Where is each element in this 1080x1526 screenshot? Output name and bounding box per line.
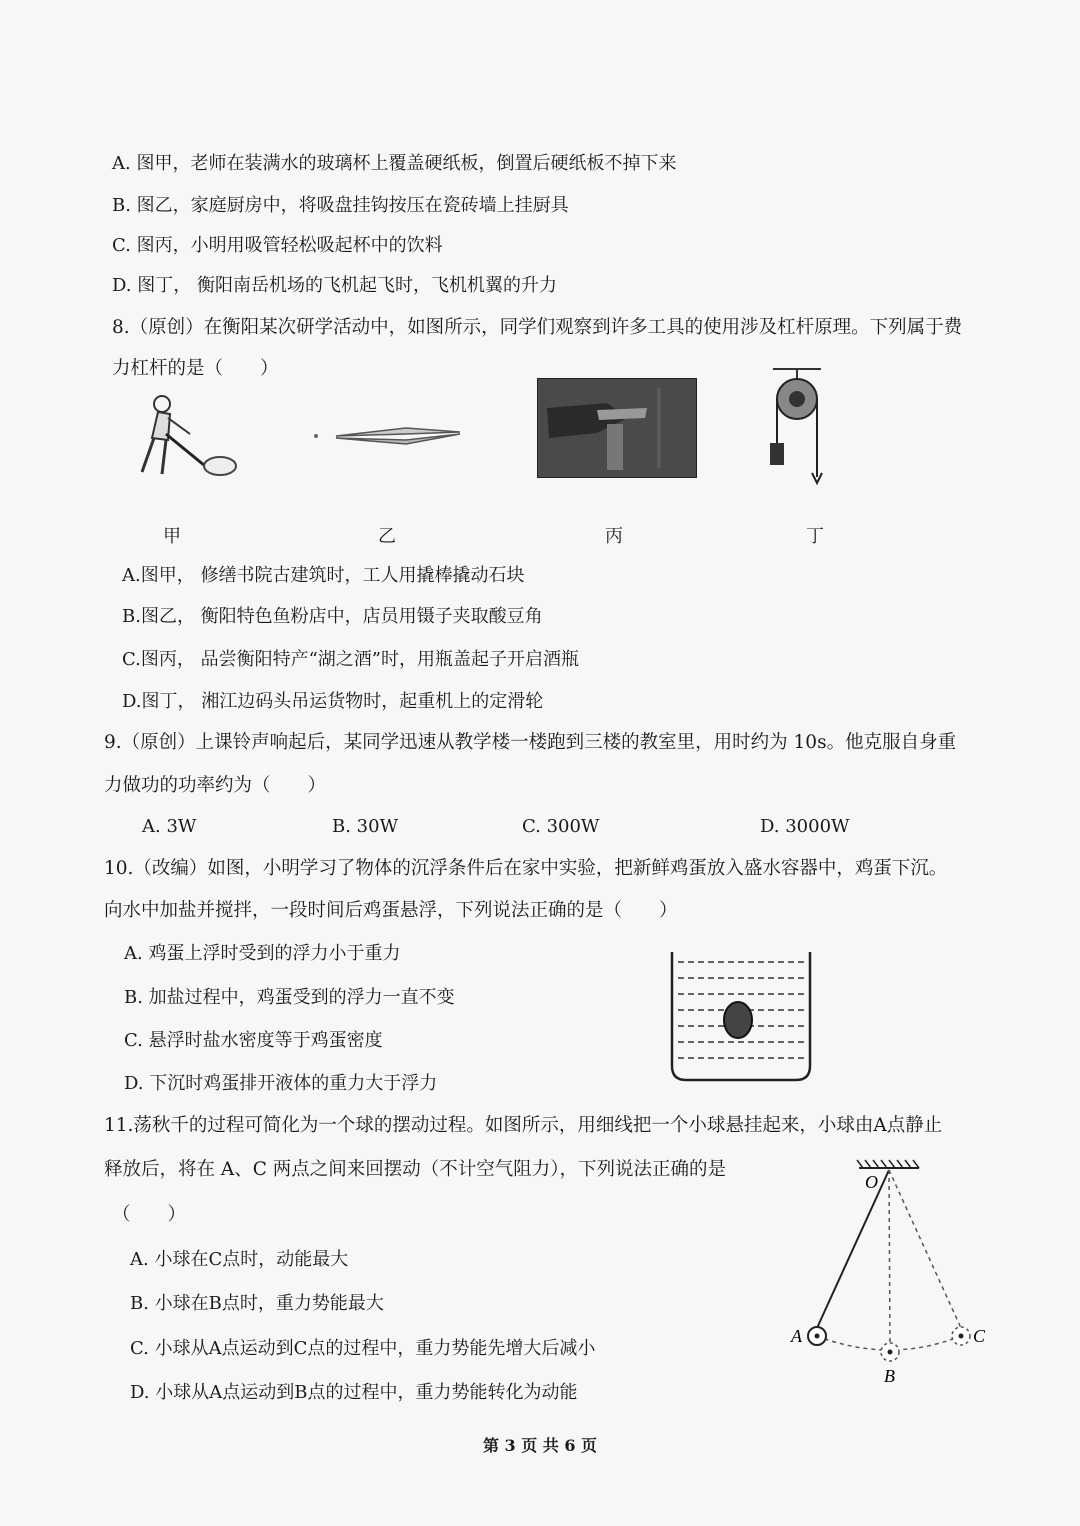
label-c: C xyxy=(973,1326,986,1346)
q7-option-a: A. 图甲，老师在装满水的玻璃杯上覆盖硬纸板，倒置后硬纸板不掉下来 xyxy=(112,153,677,174)
q10-option-b: B. 加盐过程中，鸡蛋受到的浮力一直不变 xyxy=(124,987,455,1008)
q11-option-a: A. 小球在C点时，动能最大 xyxy=(130,1249,349,1270)
q9-stem-line1: 9.（原创）上课铃声响起后，某同学迅速从教学楼一楼跑到三楼的教室里，用时约为 10s。他克服自身重 xyxy=(104,732,957,753)
figure-bottle-opener-photo xyxy=(537,378,697,478)
q7-option-b: B. 图乙，家庭厨房中，将吸盘挂钩按压在瓷砖墙上挂厨具 xyxy=(112,195,569,216)
q11-option-b: B. 小球在B点时，重力势能最大 xyxy=(130,1293,384,1314)
q11-stem-line3: （ ） xyxy=(112,1204,187,1225)
label-a: A xyxy=(791,1326,802,1346)
q10-stem-line2: 向水中加盐并搅拌，一段时间后鸡蛋悬浮，下列说法正确的是（ ） xyxy=(104,900,678,921)
page-footer: 第 3 页 共 6 页 xyxy=(482,1436,598,1455)
q11-option-c: C. 小球从A点运动到C点的过程中，重力势能先增大后减小 xyxy=(130,1338,596,1359)
figure-tweezers xyxy=(310,420,470,450)
q10-option-c: C. 悬浮时盐水密度等于鸡蛋密度 xyxy=(124,1030,383,1051)
q8-option-c: C.图丙， 品尝衡阳特产“湖之酒”时，用瓶盖起子开启酒瓶 xyxy=(122,649,579,670)
caption-jia: 甲 xyxy=(163,526,181,547)
q8-stem-line1: 8.（原创）在衡阳某次研学活动中，如图所示，同学们观察到许多工具的使用涉及杠杆原理。下列属于费 xyxy=(112,317,963,338)
q8-stem-line2: 力杠杆的是（ ） xyxy=(112,358,279,379)
q8-option-a: A.图甲， 修缮书院古建筑时，工人用撬棒撬动石块 xyxy=(122,565,525,586)
q11-option-d: D. 小球从A点运动到B点的过程中，重力势能转化为动能 xyxy=(130,1382,578,1403)
q9-stem-line2: 力做功的功率约为（ ） xyxy=(104,775,327,796)
q10-stem-line1: 10.（改编）如图，小明学习了物体的沉浮条件后在家中实验，把新鲜鸡蛋放入盛水容器中，鸡蛋下沉。 xyxy=(104,858,948,879)
q7-option-d: D. 图丁， 衡阳南岳机场的飞机起飞时，飞机机翼的升力 xyxy=(112,275,557,296)
q9-option-d: D. 3000W xyxy=(760,816,850,837)
figure-crowbar-worker xyxy=(128,388,248,483)
q8-option-d: D.图丁， 湘江边码头吊运货物时，起重机上的定滑轮 xyxy=(122,691,544,712)
q9-option-c: C. 300W xyxy=(522,816,600,837)
label-o: O xyxy=(865,1172,878,1192)
figure-fixed-pulley xyxy=(765,365,835,490)
caption-yi: 乙 xyxy=(378,526,396,547)
figure-pendulum xyxy=(785,1158,995,1388)
label-b: B xyxy=(884,1366,895,1386)
q11-stem-line1: 11.荡秋千的过程可简化为一个球的摆动过程。如图所示，用细线把一个小球悬挂起来，小球由A点静止 xyxy=(104,1115,943,1136)
q10-option-d: D. 下沉时鸡蛋排开液体的重力大于浮力 xyxy=(124,1073,438,1094)
q11-stem-line2: 释放后，将在 A、C 两点之间来回摆动（不计空气阻力），下列说法正确的是 xyxy=(104,1159,727,1180)
q7-option-c: C. 图丙，小明用吸管轻松吸起杯中的饮料 xyxy=(112,235,443,256)
figure-beaker-egg xyxy=(666,948,816,1084)
q9-option-b: B. 30W xyxy=(332,816,399,837)
q10-option-a: A. 鸡蛋上浮时受到的浮力小于重力 xyxy=(124,943,401,964)
caption-ding: 丁 xyxy=(806,526,824,547)
q9-option-a: A. 3W xyxy=(142,816,197,837)
q8-option-b: B.图乙， 衡阳特色鱼粉店中，店员用镊子夹取酸豆角 xyxy=(122,606,543,627)
caption-bing: 丙 xyxy=(605,526,623,547)
